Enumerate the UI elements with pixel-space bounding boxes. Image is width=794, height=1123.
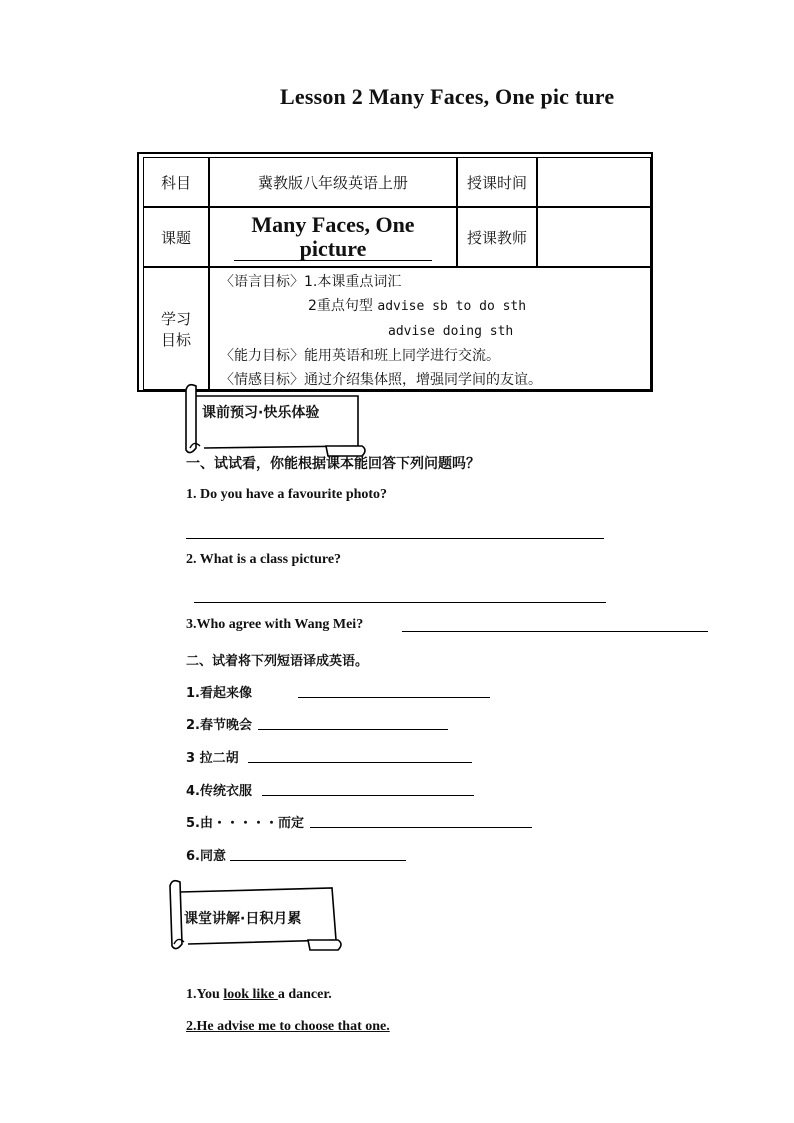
subject-value: 冀教版八年级英语上册 (257, 173, 408, 192)
example-2: 2.He advise me to choose that one. (186, 1019, 390, 1034)
goals-label-2: 目标 (160, 330, 191, 349)
goals-cell (209, 267, 651, 390)
goals-label-1: 学习 (160, 309, 191, 328)
scroll-banner-preview (176, 380, 372, 460)
question-3: 3.Who agree with Wang Mei? (186, 617, 364, 632)
subject-label-cell (143, 157, 209, 207)
topic-value (251, 213, 414, 261)
language-goal-line-2: 2重点句型 advise sb to do sth (308, 298, 527, 314)
phrase-item-5: 5.由・・・・・而定 (186, 816, 304, 831)
language-goal-line-1: 〈语言目标〉1.本课重点词汇 (220, 274, 402, 290)
topic-line-1: Many Faces, One (251, 212, 415, 237)
phrase-answer-line-1[interactable] (298, 697, 490, 698)
phrase-answer-line-6[interactable] (230, 860, 406, 861)
goals-label-cell (143, 267, 209, 390)
time-value-cell (537, 157, 651, 207)
question-2: 2. What is a class picture? (186, 552, 342, 567)
phrase-answer-line-3[interactable] (248, 762, 472, 763)
page-title: Lesson 2 Many Faces, One pic ture (280, 84, 615, 109)
subject-label: 科目 (160, 173, 191, 192)
language-goal-line-3: advise doing sth (388, 324, 514, 339)
banner-lecture-label: 课堂讲解·日积月累 (184, 911, 302, 927)
emotion-goal: 〈情感目标〉通过介绍集体照，增强同学间的友谊。 (220, 372, 542, 388)
topic-underline (234, 260, 432, 261)
section1-heading: 一、试试看，你能根据课本能回答下列问题吗？ (186, 456, 480, 472)
phrase-answer-line-2[interactable] (258, 729, 448, 730)
phrase-item-6: 6.同意 (186, 849, 226, 864)
example-1: 1.You look like a dancer. (186, 987, 332, 1002)
subject-value-cell (209, 157, 457, 207)
answer-line-3[interactable] (402, 631, 708, 632)
ability-goal: 〈能力目标〉能用英语和班上同学进行交流。 (220, 348, 500, 364)
teacher-label: 授课教师 (466, 228, 527, 247)
phrase-answer-line-4[interactable] (262, 795, 474, 796)
example-1-keyword: look like (223, 987, 278, 1002)
banner-preview-label: 课前预习·快乐体验 (202, 405, 320, 421)
topic-label: 课题 (160, 228, 191, 247)
topic-line-2: picture (299, 236, 367, 261)
answer-line-1[interactable] (186, 538, 604, 539)
topic-value-cell (209, 207, 457, 267)
scroll-banner-lecture (162, 878, 344, 956)
phrase-answer-line-5[interactable] (310, 827, 532, 828)
section2-heading: 二、试着将下列短语译成英语。 (186, 654, 369, 669)
teacher-label-cell (457, 207, 537, 267)
phrase-item-3: 3 拉二胡 (186, 751, 239, 766)
phrase-item-1: 1.看起来像 (186, 686, 252, 701)
time-label-cell (457, 157, 537, 207)
topic-label-cell (143, 207, 209, 267)
lesson-table (137, 152, 653, 392)
phrase-item-4: 4.传统衣服 (186, 784, 252, 799)
phrase-item-2: 2.春节晚会 (186, 718, 252, 733)
question-1: 1. Do you have a favourite photo? (186, 487, 388, 502)
teacher-value-cell (537, 207, 651, 267)
answer-line-2[interactable] (194, 602, 606, 603)
time-label: 授课时间 (466, 173, 527, 192)
